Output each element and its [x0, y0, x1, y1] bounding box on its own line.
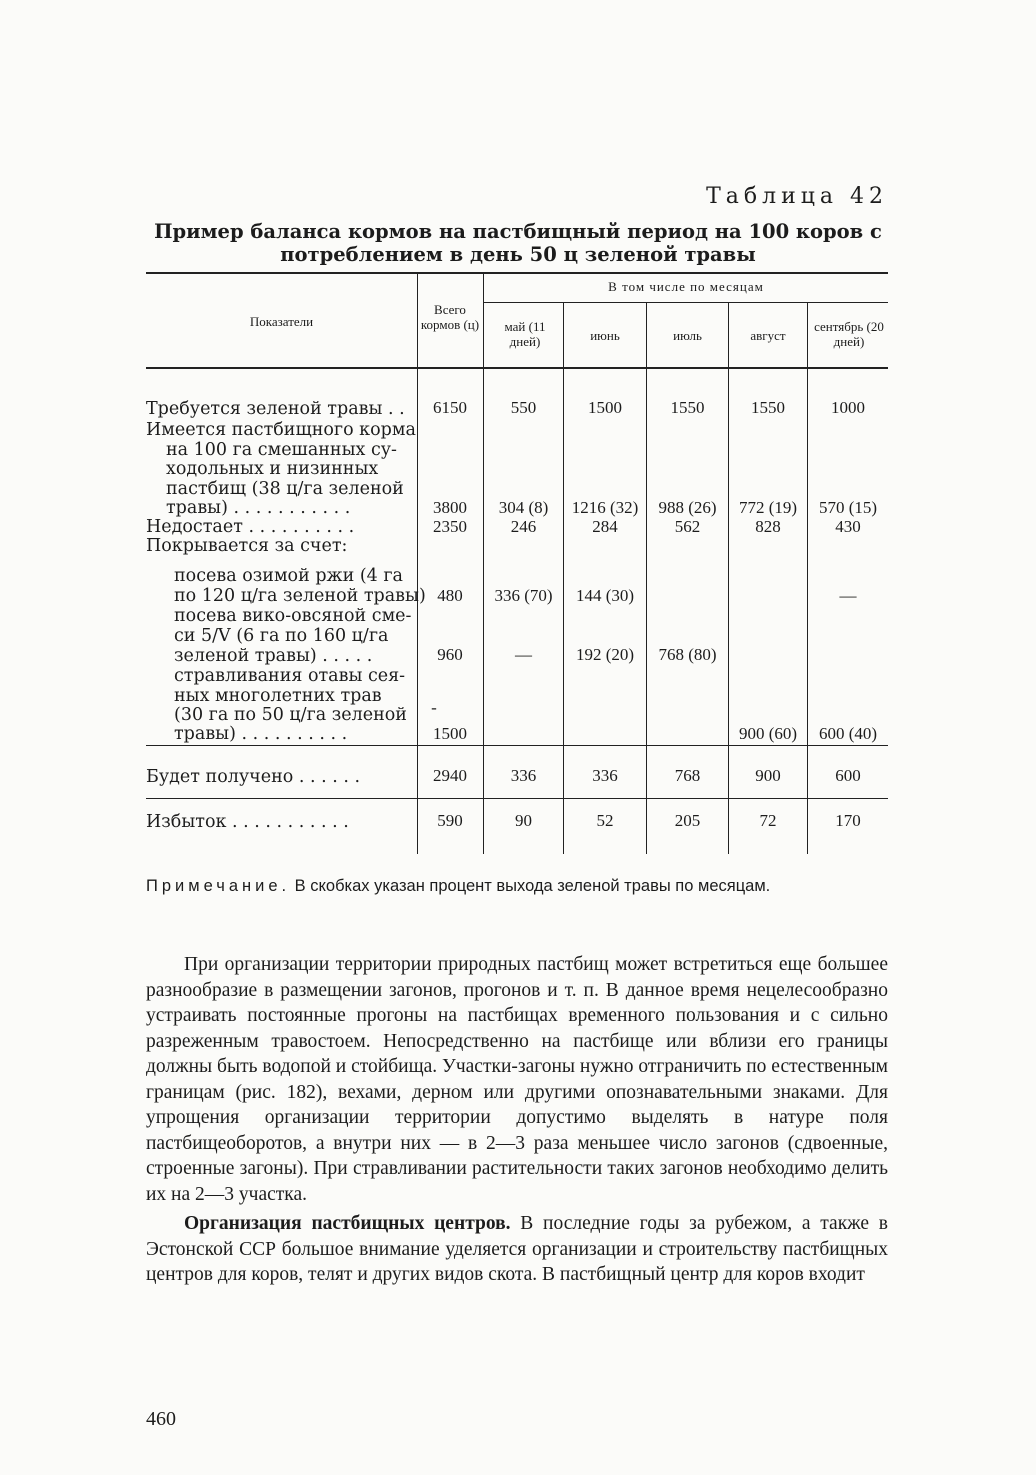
feed-balance-table: [146, 272, 888, 854]
cell-vetch-june: 192 (20): [575, 645, 635, 664]
table-title-line-2: потреблением в день 50 ц зеленой травы: [280, 243, 756, 266]
note-text: В скобках указан процент выхода зеленой травы по месяцам.: [290, 877, 771, 895]
cell-surplus-august: 72: [759, 811, 777, 830]
row-label-available-1: Имеется пастбищного корма: [146, 420, 416, 440]
received-top-rule: [146, 745, 888, 746]
paragraph-2: [146, 1211, 888, 1288]
header-september: сентябрь (20 дней): [814, 319, 884, 349]
cell-rye-september: —: [839, 586, 857, 605]
header-august: август: [750, 328, 786, 343]
row-label-available-2: на 100 га смешанных су-: [166, 440, 397, 460]
row-label-surplus: Избыток . . . . . . . . . . .: [146, 812, 349, 832]
cell-available-total: 3800: [433, 498, 467, 517]
note-prefix: Примечание.: [146, 877, 291, 895]
cell-surplus-july: 205: [674, 811, 701, 830]
cell-required-june: 1500: [588, 398, 622, 417]
cell-required-may: 550: [510, 398, 537, 417]
header-may: май (11 дней): [504, 319, 546, 349]
cell-available-august: 772 (19): [738, 498, 798, 517]
row-label-available-5: травы) . . . . . . . . . . .: [166, 498, 351, 518]
cell-shortage-september: 430: [835, 517, 861, 536]
cell-received-total: 2940: [433, 766, 467, 785]
cell-surplus-total: 590: [437, 811, 463, 830]
row-label-vetch-1: посева вико-овсяной сме-: [174, 606, 412, 626]
paragraph-1: При организации территории природных пастбищ может встретиться еще большее разнообразие в размещении загонов, прогонов и т. п. В данное время нецелесообразно устраивать постоянные прогоны на пастбищах временного пользования и с сильно разреженным травостоем. Непосредственно на пастбище или вблизи его границы должны быть водопой и стойбища. Участки-загоны нужно отграничить по естественным границам (рис. 182), вехами, дерном или другими опознавательными знаками. Для упрощения организации территории допустимо выделять в натуре поля пастбищеоборотов, а внутри них — в 2—3 раза меньшее число загонов (сдвоенные, строенные загоны). При стравливании растительности таких загонов необходимо делить их на 2—3 участка.: [146, 954, 888, 1205]
cell-shortage-august: 828: [755, 517, 781, 536]
row-label-required: Требуется зеленой травы . .: [146, 399, 405, 419]
table-label: Таблица 42: [706, 184, 888, 209]
cell-shortage-may: 246: [510, 517, 537, 536]
cell-required-september: 1000: [831, 398, 865, 417]
row-label-aftermath-2: ных многолетних трав: [174, 686, 382, 706]
header-june: июнь: [590, 328, 620, 343]
table-title: [150, 220, 886, 266]
row-label-received: Будет получено . . . . . .: [146, 767, 361, 787]
cell-rye-june: 144 (30): [575, 586, 635, 605]
paragraph-2-text: В последние годы за рубежом, а также в Эстонской ССР большое внимание уделяется организации и строительству пастбищных центров для коров, телят и других видов скота. В пастбищный центр для коров входит: [146, 1213, 889, 1285]
row-label-aftermath-4: травы) . . . . . . . . . .: [174, 724, 348, 744]
row-label-rye-1: посева озимой ржи (4 га: [174, 566, 403, 586]
cell-shortage-july: 562: [674, 517, 701, 536]
table-top-rule: [146, 272, 888, 274]
body-text: [146, 952, 888, 1292]
row-label-aftermath-1: стравливания отавы сея-: [174, 666, 406, 686]
cell-required-total: 6150: [433, 398, 467, 417]
cell-received-june: 336: [592, 766, 618, 785]
cell-aftermath-mark: -: [431, 698, 437, 717]
cell-available-june: 1216 (32): [571, 498, 639, 517]
cell-received-july: 768: [674, 766, 701, 785]
month-header-rule: [483, 302, 888, 303]
cell-aftermath-september: 600 (40): [818, 724, 878, 743]
row-label-rye-2: по 120 ц/га зеленой травы): [174, 586, 426, 606]
row-label-available-4: пастбищ (38 ц/га зеленой: [166, 479, 404, 499]
row-label-vetch-3: зеленой травы) . . . . .: [174, 646, 373, 666]
cell-aftermath-total: 1500: [433, 724, 467, 743]
cell-rye-may: 336 (70): [494, 586, 553, 605]
header-by-month: В том числе по месяцам: [608, 279, 764, 294]
row-label-available-3: ходольных и низинных: [166, 459, 379, 479]
cell-vetch-total: 960: [437, 645, 463, 664]
header-july: июль: [673, 328, 702, 343]
cell-available-july: 988 (26): [658, 498, 717, 517]
header-indicators: Показатели: [249, 314, 314, 329]
cell-surplus-september: 170: [835, 811, 861, 830]
cell-shortage-total: 2350: [433, 517, 467, 536]
cell-received-may: 336: [510, 766, 537, 785]
cell-surplus-june: 52: [596, 811, 614, 830]
row-label-shortage: Недостает . . . . . . . . . .: [146, 517, 355, 537]
cell-required-july: 1550: [670, 398, 705, 417]
cell-vetch-may: —: [515, 645, 532, 664]
cell-received-september: 600: [835, 766, 861, 785]
cell-aftermath-august: 900 (60): [738, 724, 798, 743]
header-bottom-rule: [146, 367, 888, 369]
cell-shortage-june: 284: [592, 517, 618, 536]
cell-received-august: 900: [755, 766, 781, 785]
paragraph-2-heading: Организация пастбищных центров.: [184, 1213, 511, 1234]
row-label-vetch-2: си 5/V (6 га по 160 ц/га: [174, 626, 389, 646]
cell-vetch-july: 768 (80): [658, 645, 717, 664]
cell-surplus-may: 90: [515, 811, 532, 830]
cell-rye-total: 480: [437, 586, 463, 605]
table-note: [146, 876, 886, 896]
surplus-top-rule: [146, 798, 888, 799]
table-title-line-1: Пример баланса кормов на пастбищный период на 100 коров с: [154, 220, 882, 243]
cell-available-may: 304 (8): [498, 498, 549, 517]
header-total: Всего кормов (ц): [420, 302, 480, 332]
cell-available-september: 570 (15): [818, 498, 878, 517]
page-number: 460: [146, 1408, 176, 1430]
row-label-aftermath-3: (30 га по 50 ц/га зеленой: [174, 705, 407, 725]
row-label-covered: Покрывается за счет:: [146, 536, 348, 556]
cell-required-august: 1550: [751, 398, 785, 417]
